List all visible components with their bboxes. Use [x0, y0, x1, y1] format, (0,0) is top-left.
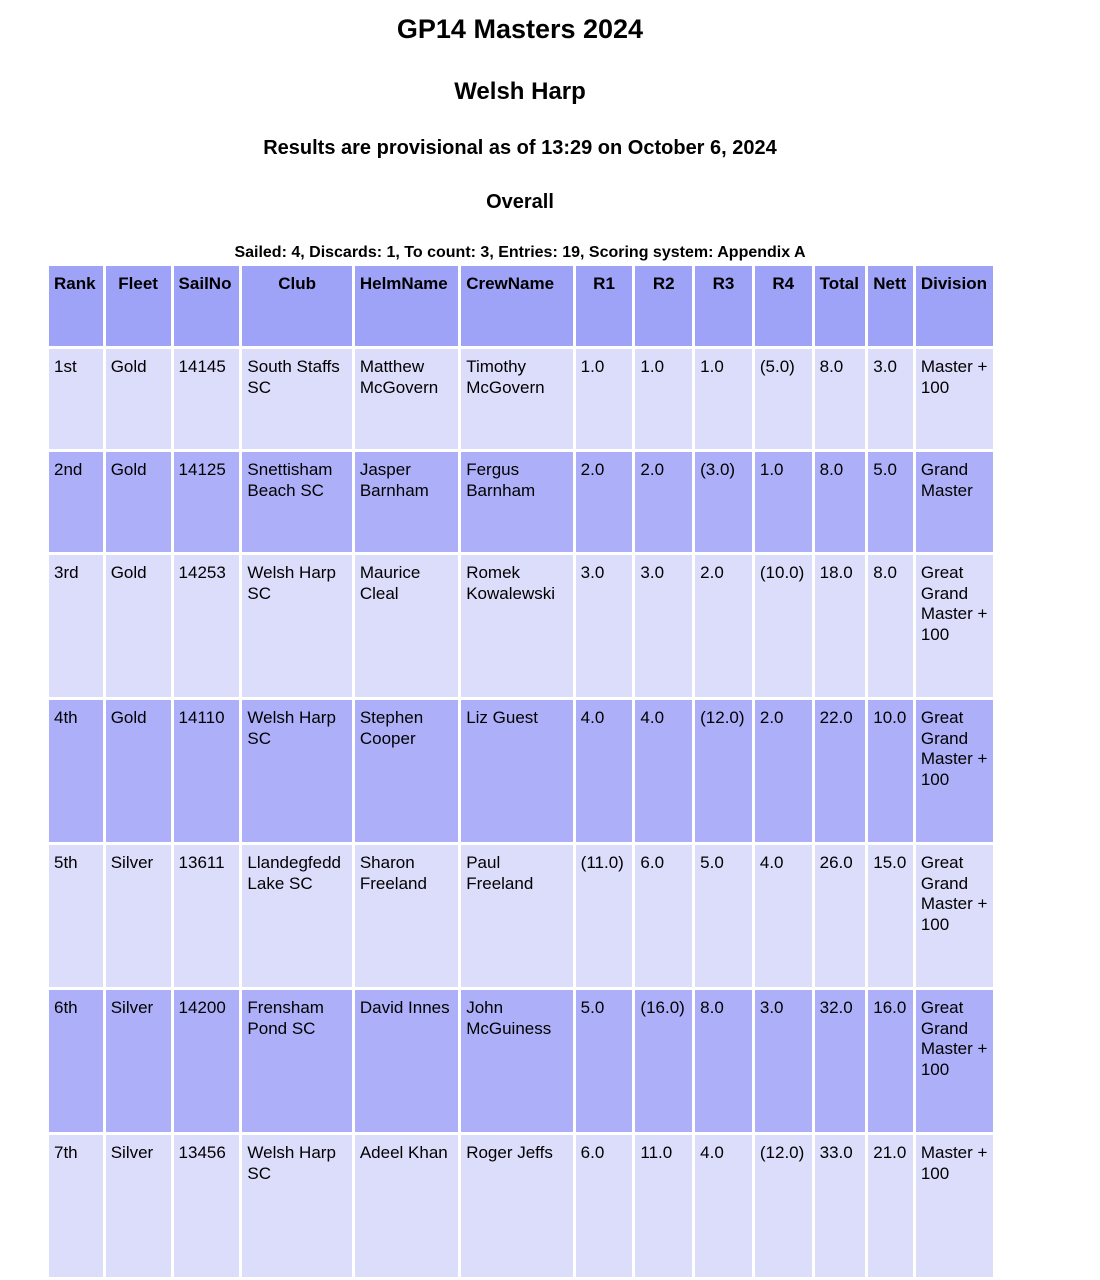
table-row	[49, 700, 993, 842]
sailno-cell: 13611	[174, 845, 240, 987]
r3-cell: 5.0	[695, 845, 752, 987]
r4-cell: 2.0	[755, 700, 812, 842]
series-summary: Sailed: 4, Discards: 1, To count: 3, Entries: 19, Scoring system: Appendix A	[234, 244, 806, 261]
column-header-r2: R2	[635, 266, 692, 346]
helm-cell: Sharon Freeland	[355, 845, 458, 987]
r4-cell: (5.0)	[755, 349, 812, 449]
r4-cell: (12.0)	[755, 1135, 812, 1277]
helm-cell: Matthew McGovern	[355, 349, 458, 449]
club-cell: Welsh Harp SC	[242, 1135, 351, 1277]
r1-cell: 3.0	[576, 555, 633, 697]
division-cell: Master + 100	[916, 1135, 993, 1277]
fleet-cell: Gold	[106, 349, 171, 449]
club-cell: Llandegfedd Lake SC	[242, 845, 351, 987]
rank-cell: 3rd	[49, 555, 103, 697]
results-table	[46, 263, 996, 1280]
page-title: GP14 Masters 2024	[396, 14, 644, 44]
nett-cell: 16.0	[868, 990, 913, 1132]
sailno-cell: 13456	[174, 1135, 240, 1277]
fleet-cell: Gold	[106, 700, 171, 842]
rank-cell: 5th	[49, 845, 103, 987]
helm-cell: David Innes	[355, 990, 458, 1132]
nett-cell: 3.0	[868, 349, 913, 449]
r1-cell: 5.0	[576, 990, 633, 1132]
column-header-r3: R3	[695, 266, 752, 346]
sailno-cell: 14110	[174, 700, 240, 842]
rank-cell: 6th	[49, 990, 103, 1132]
crew-cell: Paul Freeland	[461, 845, 572, 987]
club-cell: South Staffs SC	[242, 349, 351, 449]
helm-cell: Maurice Cleal	[355, 555, 458, 697]
r4-cell: (10.0)	[755, 555, 812, 697]
crew-cell: Fergus Barnham	[461, 452, 572, 552]
r2-cell: 4.0	[635, 700, 692, 842]
division-cell: Grand Master	[916, 452, 993, 552]
helm-cell: Adeel Khan	[355, 1135, 458, 1277]
r1-cell: 2.0	[576, 452, 633, 552]
r1-cell: 6.0	[576, 1135, 633, 1277]
table-row	[49, 555, 993, 697]
fleet-cell: Silver	[106, 1135, 171, 1277]
division-cell: Great Grand Master + 100	[916, 990, 993, 1132]
column-header-rank: Rank	[49, 266, 103, 346]
table-row	[49, 990, 993, 1132]
division-cell: Master + 100	[916, 349, 993, 449]
rank-cell: 7th	[49, 1135, 103, 1277]
club-cell: Welsh Harp SC	[242, 700, 351, 842]
total-cell: 26.0	[815, 845, 866, 987]
r1-cell: 4.0	[576, 700, 633, 842]
division-cell: Great Grand Master + 100	[916, 555, 993, 697]
fleet-cell: Gold	[106, 452, 171, 552]
total-cell: 33.0	[815, 1135, 866, 1277]
sailno-cell: 14253	[174, 555, 240, 697]
crew-cell: John McGuiness	[461, 990, 572, 1132]
club-cell: Welsh Harp SC	[242, 555, 351, 697]
club-cell: Frensham Pond SC	[242, 990, 351, 1132]
nett-cell: 21.0	[868, 1135, 913, 1277]
helm-cell: Jasper Barnham	[355, 452, 458, 552]
total-cell: 8.0	[815, 349, 866, 449]
total-cell: 8.0	[815, 452, 866, 552]
column-header-r4: R4	[755, 266, 812, 346]
provisional-notice: Results are provisional as of 13:29 on October 6, 2024	[263, 137, 777, 159]
sailno-cell: 14125	[174, 452, 240, 552]
division-cell: Great Grand Master + 100	[916, 700, 993, 842]
nett-cell: 8.0	[868, 555, 913, 697]
nett-cell: 5.0	[868, 452, 913, 552]
r3-cell: (3.0)	[695, 452, 752, 552]
table-row	[49, 1135, 993, 1277]
crew-cell: Timothy McGovern	[461, 349, 572, 449]
fleet-cell: Gold	[106, 555, 171, 697]
column-header-crewname: CrewName	[461, 266, 572, 346]
r2-cell: 6.0	[635, 845, 692, 987]
r2-cell: (16.0)	[635, 990, 692, 1132]
r4-cell: 1.0	[755, 452, 812, 552]
r4-cell: 4.0	[755, 845, 812, 987]
r2-cell: 2.0	[635, 452, 692, 552]
r3-cell: 1.0	[695, 349, 752, 449]
r2-cell: 1.0	[635, 349, 692, 449]
rank-cell: 1st	[49, 349, 103, 449]
r1-cell: 1.0	[576, 349, 633, 449]
total-cell: 22.0	[815, 700, 866, 842]
column-header-helmname: HelmName	[355, 266, 458, 346]
table-row	[49, 452, 993, 552]
sailno-cell: 14200	[174, 990, 240, 1132]
r2-cell: 3.0	[635, 555, 692, 697]
fleet-cell: Silver	[106, 990, 171, 1132]
nett-cell: 10.0	[868, 700, 913, 842]
column-header-total: Total	[815, 266, 866, 346]
table-row	[49, 845, 993, 987]
column-header-sailno: SailNo	[174, 266, 240, 346]
sailno-cell: 14145	[174, 349, 240, 449]
column-header-division: Division	[916, 266, 993, 346]
table-row	[49, 349, 993, 449]
total-cell: 18.0	[815, 555, 866, 697]
r2-cell: 11.0	[635, 1135, 692, 1277]
r3-cell: 8.0	[695, 990, 752, 1132]
rank-cell: 2nd	[49, 452, 103, 552]
crew-cell: Romek Kowalewski	[461, 555, 572, 697]
r3-cell: 4.0	[695, 1135, 752, 1277]
crew-cell: Roger Jeffs	[461, 1135, 572, 1277]
helm-cell: Stephen Cooper	[355, 700, 458, 842]
column-header-r1: R1	[576, 266, 633, 346]
column-header-fleet: Fleet	[106, 266, 171, 346]
r3-cell: 2.0	[695, 555, 752, 697]
r4-cell: 3.0	[755, 990, 812, 1132]
total-cell: 32.0	[815, 990, 866, 1132]
rank-cell: 4th	[49, 700, 103, 842]
club-cell: Snettisham Beach SC	[242, 452, 351, 552]
venue-heading: Welsh Harp	[454, 78, 586, 105]
crew-cell: Liz Guest	[461, 700, 572, 842]
r3-cell: (12.0)	[695, 700, 752, 842]
column-header-club: Club	[242, 266, 351, 346]
r1-cell: (11.0)	[576, 845, 633, 987]
header-row	[49, 266, 993, 346]
column-header-nett: Nett	[868, 266, 913, 346]
fleet-cell: Silver	[106, 845, 171, 987]
section-heading: Overall	[486, 191, 554, 213]
division-cell: Great Grand Master + 100	[916, 845, 993, 987]
nett-cell: 15.0	[868, 845, 913, 987]
